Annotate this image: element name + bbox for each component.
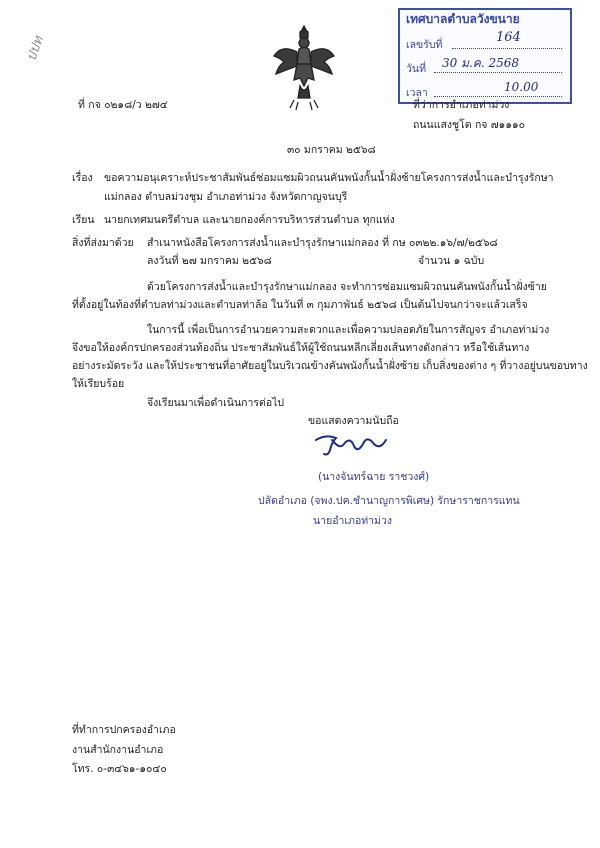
footer-phone: โทร. ๐-๓๔๖๑-๑๐๔๐ [72, 763, 167, 775]
attachment-label: สิ่งที่ส่งมาด้วย [72, 237, 134, 249]
stamp-title: เทศบาลตำบลวังขนาย [406, 12, 520, 26]
footer-department: ที่ทำการปกครองอำเภอ [72, 724, 176, 736]
stamp-time-value: 10.00 [504, 80, 539, 94]
attachment-line1: สำเนาหนังสือโครงการส่งน้ำและบำรุงรักษาแม่กลอง ที่ กษ ๐๓๒๒.๑๖/๗/๒๕๖๘ [147, 237, 498, 249]
margin-note: ปปท [24, 34, 47, 64]
paragraph1-line1: ด้วยโครงการส่งน้ำและบำรุงรักษาแม่กลอง จะทำการซ่อมแซมผิวถนนคันพนังกั้นน้ำฝั่งซ้าย [147, 281, 547, 293]
signatory-title-line1: ปลัดอำเภอ (จพง.ปค.ชำนาญการพิเศษ) รักษาราชการแทน [258, 495, 520, 507]
signatory-name: (นางจันทร์ฉาย ราชวงศ์) [318, 471, 430, 483]
recipient-text: นายกเทศมนตรีตำบล และนายกองค์การบริหารส่วนตำบล ทุกแห่ง [104, 214, 395, 226]
stamp-received-label: เลขรับที่ [406, 39, 443, 51]
subject-line2: แม่กลอง ตำบลม่วงชุม อำเภอท่าม่วง จังหวัดกาญจนบุรี [104, 191, 348, 203]
office-address-line2: ถนนแสงชูโต กจ ๗๑๑๑๐ [413, 119, 526, 131]
paragraph2-line4: ให้เรียบร้อย [72, 378, 125, 390]
office-address-line1: ที่ว่าการอำเภอท่าม่วง [413, 99, 510, 111]
stamp-line [452, 48, 562, 49]
receipt-stamp [398, 8, 572, 104]
stamp-received-no: 164 [496, 30, 521, 45]
stamp-date-label: วันที่ [406, 63, 426, 75]
footer-unit: งานสำนักงานอำเภอ [72, 744, 164, 756]
paragraph3: จึงเรียนมาเพื่อดำเนินการต่อไป [147, 397, 285, 409]
paragraph1-line2: ที่ตั้งอยู่ในท้องที่ตำบลท่าม่วงและตำบลท่าล้อ ในวันที่ ๓ กุมภาพันธ์ ๒๕๖๘ เป็นต้นไปจนกว่าจะแล้วเสร็จ [72, 299, 528, 311]
paragraph2-line3: อย่างระมัดระวัง และให้ประชาชนที่อาศัยอยู่ในบริเวณข้างคันพนังกั้นน้ำฝั่งซ้าย เก็บสิ่งของต่าง ๆ ที่วางอยู่บนขอบทาง [72, 360, 588, 372]
attachment-line2: ลงวันที่ ๒๗ มกราคม ๒๕๖๘ [147, 255, 272, 267]
paragraph2-line1: ในการนี้ เพื่อเป็นการอำนวยความสะดวกและเพื่อความปลอดภัยในการสัญจร อำเภอท่าม่วง [147, 324, 550, 336]
attachment-quantity: จำนวน ๑ ฉบับ [418, 255, 485, 267]
document-reference: ที่ กจ ๐๒๑๘/ว ๒๗๔ [78, 99, 168, 111]
stamp-date-value: 30 ม.ค. 2568 [442, 56, 520, 70]
signatory-title-line2: นายอำเภอท่าม่วง [313, 515, 393, 527]
garuda-emblem [270, 22, 338, 114]
stamp-time-label: เวลา [406, 87, 428, 99]
stamp-line [434, 96, 562, 97]
handwritten-signature [310, 428, 390, 460]
subject-line1: ขอความอนุเคราะห์ประชาสัมพันธ์ซ่อมแซมผิวถนนคันพนังกั้นน้ำฝั่งซ้ายโครงการส่งน้ำและบำรุงรักษา [104, 172, 554, 184]
recipient-label: เรียน [72, 214, 95, 226]
subject-label: เรื่อง [72, 172, 93, 184]
paragraph2-line2: จึงขอให้องค์กรปกครองส่วนท้องถิ่น ประชาสัมพันธ์ให้ผู้ใช้ถนนหลีกเลี่ยงเส้นทางดังกล่าว หรือใช้เส้นทาง [72, 342, 530, 354]
document-date: ๓๐ มกราคม ๒๕๖๘ [287, 144, 376, 156]
closing-salutation: ขอแสดงความนับถือ [308, 415, 399, 427]
